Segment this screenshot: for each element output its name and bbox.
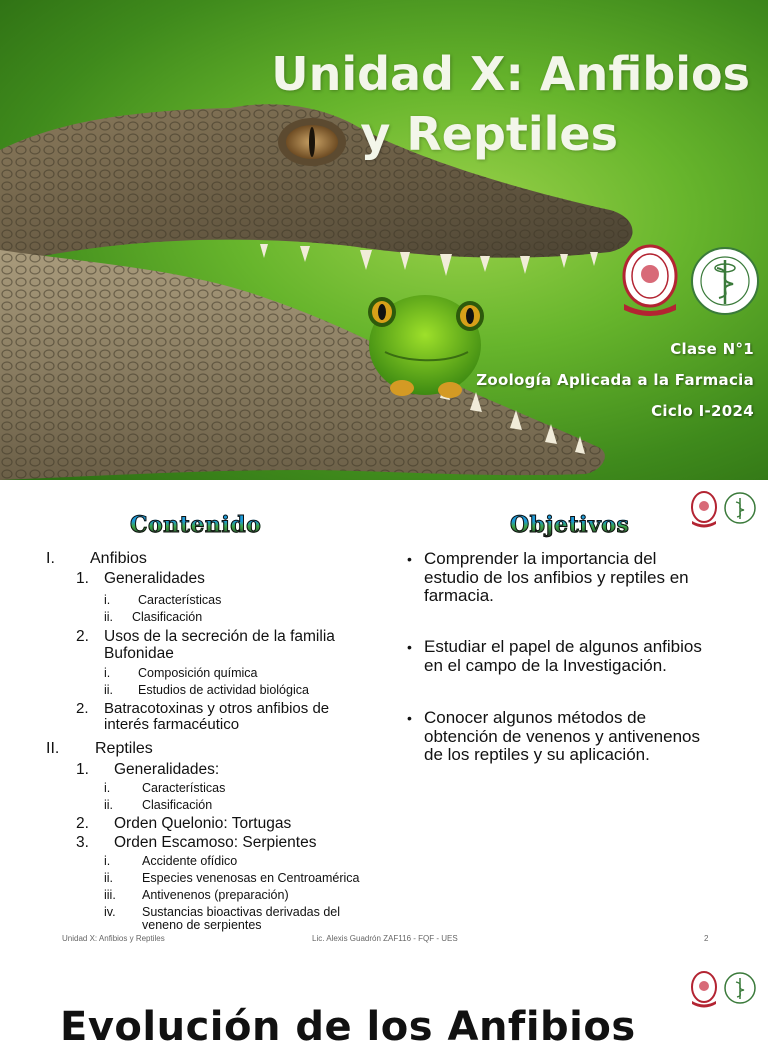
ues-logo-icon: [690, 490, 718, 528]
slide-title: Evolución de los Anfibios: [60, 1004, 636, 1050]
fqf-logo-icon: [690, 246, 760, 316]
footer-unit: Unidad X: Anfibios y Reptiles: [62, 934, 165, 943]
ues-logo-icon: [620, 244, 680, 316]
slide-logos: [690, 970, 756, 1010]
course-name: Zoología Aplicada a la Farmacia: [476, 371, 754, 389]
slide-title: [230, 44, 750, 164]
title-slide: [0, 0, 768, 480]
next-slide: [0, 952, 768, 1050]
footer-author: Lic. Alexis Guadrón ZAF116 - FQF - UES: [312, 934, 458, 943]
contents-heading: Contenido: [130, 512, 262, 538]
contents-slide: Contenido Objetivos I. Anfibios 1. Generalidades i. Características ii. Clasificación 2. Usos de la secreción de la familia Bufonidae i. Composición química ii. Estudios de actividad biológica 2. Batracotoxinas y otros anfibios de interés farmacéutico II. Reptiles 1. Generalidades: i. Características ii. Clasificación 2. Orden Quelonio: Tortugas 3. Orden Escamoso: Serpientes i. Accidente ofídico ii. Especies venenosas en Centroamérica iii. Antivenenos (preparación) iv. Sustancias bioactivas derivadas del veneno de serpientes • Comprender la importancia del estudio de los anfibios y reptiles en farmacia. • Estudiar el papel de algunos anfibios en el campo de la Investigación. • Conocer algunos métodos de obtención de venenos y antivenenos de los reptiles y su aplicación. Unidad X: Anfibios y Reptiles Lic. Alexis Guadrón ZAF116 - FQF - UES 2: [0, 480, 768, 952]
fqf-logo-icon: [724, 492, 756, 524]
footer-page-number: 2: [704, 934, 709, 943]
course-info: [476, 334, 754, 427]
course-cycle: Ciclo I-2024: [651, 402, 754, 420]
class-number: Clase N°1: [670, 340, 754, 358]
fqf-logo-icon: [724, 972, 756, 1004]
objectives-heading: Objetivos: [510, 512, 630, 538]
slide-logos: [690, 490, 756, 530]
slide-title-line1: Unidad X: Anfibios: [271, 47, 750, 101]
institution-logos: [620, 244, 762, 318]
slide-title-line2: y Reptiles: [360, 107, 618, 161]
ues-logo-icon: [690, 970, 718, 1008]
